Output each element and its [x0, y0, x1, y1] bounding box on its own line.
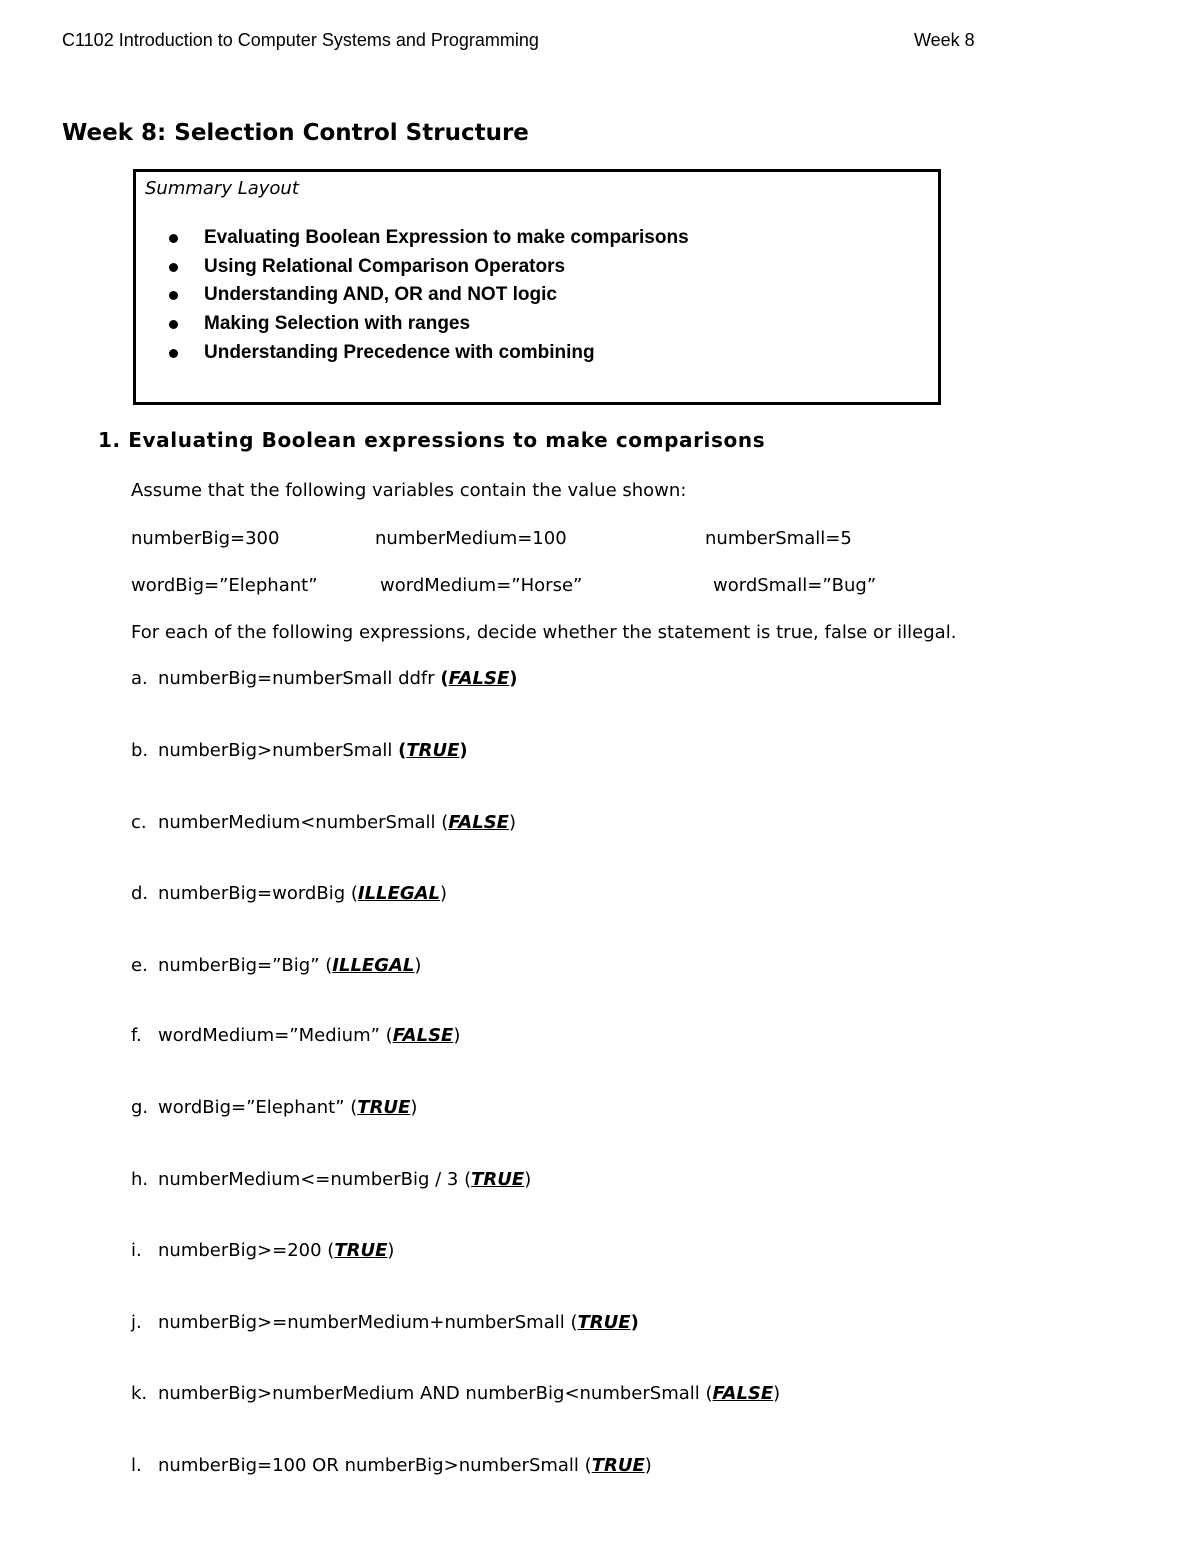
summary-item-text: Making Selection with ranges — [204, 313, 471, 335]
question-item: g. wordBig=”Elephant” (TRUE) — [131, 1097, 418, 1118]
summary-item — [136, 310, 689, 339]
instruction-text: For each of the following expressions, decide whether the statement is true, false or illegal. — [131, 622, 957, 643]
bullet-icon — [169, 234, 178, 243]
summary-item-text: Understanding AND, OR and NOT logic — [204, 284, 557, 306]
bullet-icon — [169, 263, 178, 272]
question-label: c. — [131, 812, 147, 833]
question-expression: numberBig=wordBig — [158, 883, 351, 904]
bullet-icon — [169, 291, 178, 300]
summary-item-text: Understanding Precedence with combining — [204, 341, 595, 363]
question-label: f. — [131, 1025, 142, 1046]
question-expression: numberBig>numberSmall — [158, 740, 399, 761]
question-expression: wordMedium=”Medium” — [158, 1025, 386, 1046]
var-word-small: wordSmall=”Bug” — [713, 575, 877, 596]
question-item: k. numberBig>numberMedium AND numberBig<numberSmall (FALSE) — [131, 1383, 781, 1404]
question-item: h. numberMedium<=numberBig / 3 (TRUE) — [131, 1169, 532, 1190]
answer: TRUE — [406, 740, 460, 761]
answer: TRUE — [591, 1455, 645, 1476]
question-expression: numberMedium<numberSmall — [158, 812, 442, 833]
answer: FALSE — [448, 812, 509, 833]
summary-box — [133, 169, 941, 405]
summary-item-text: Using Relational Comparison Operators — [204, 255, 566, 277]
question-expression: numberBig>=200 — [158, 1240, 328, 1261]
page-title: Week 8: Selection Control Structure — [62, 120, 529, 146]
answer: TRUE — [471, 1169, 525, 1190]
bullet-icon — [169, 320, 178, 329]
question-item: a. numberBig=numberSmall ddfr (FALSE) — [131, 668, 518, 689]
question-label: j. — [131, 1312, 142, 1333]
var-word-medium: wordMedium=”Horse” — [380, 575, 583, 596]
question-label: g. — [131, 1097, 149, 1118]
answer: TRUE — [577, 1312, 631, 1333]
question-item: b. numberBig>numberSmall (TRUE) — [131, 740, 468, 761]
header-course-title: C1102 Introduction to Computer Systems and Programming — [62, 30, 539, 50]
question-item: e. numberBig=”Big” (ILLEGAL) — [131, 955, 422, 976]
summary-item — [136, 281, 689, 310]
answer: TRUE — [357, 1097, 411, 1118]
question-expression: numberBig=”Big” — [158, 955, 326, 976]
question-expression: numberBig=numberSmall ddfr — [158, 668, 441, 689]
question-expression: numberBig>=numberMedium+numberSmall — [158, 1312, 571, 1333]
intro-text: Assume that the following variables contain the value shown: — [131, 480, 687, 501]
var-word-big: wordBig=”Elephant” — [131, 575, 318, 596]
var-number-big: numberBig=300 — [131, 528, 280, 549]
question-item: l. numberBig=100 OR numberBig>numberSmall (TRUE) — [131, 1455, 652, 1476]
answer: TRUE — [334, 1240, 388, 1261]
question-label: h. — [131, 1169, 149, 1190]
answer: ILLEGAL — [332, 955, 415, 976]
section-heading: 1. Evaluating Boolean expressions to make comparisons — [98, 428, 766, 452]
summary-heading: Summary Layout — [145, 178, 299, 199]
answer: FALSE — [448, 668, 510, 689]
question-label: l. — [131, 1455, 142, 1476]
answer: ILLEGAL — [357, 883, 440, 904]
question-label: a. — [131, 668, 148, 689]
question-item: c. numberMedium<numberSmall (FALSE) — [131, 812, 516, 833]
question-expression: wordBig=”Elephant” — [158, 1097, 351, 1118]
summary-item-text: Evaluating Boolean Expression to make comparisons — [204, 227, 689, 248]
summary-list — [136, 224, 689, 367]
question-label: i. — [131, 1240, 142, 1261]
question-label: k. — [131, 1383, 148, 1404]
summary-item — [136, 253, 689, 282]
question-item: d. numberBig=wordBig (ILLEGAL) — [131, 883, 448, 904]
var-number-small: numberSmall=5 — [705, 528, 852, 549]
question-expression: numberBig=100 OR numberBig>numberSmall — [158, 1455, 585, 1476]
answer: FALSE — [392, 1025, 454, 1046]
question-item: i. numberBig>=200 (TRUE) — [131, 1240, 395, 1261]
question-label: b. — [131, 740, 149, 761]
question-expression: numberBig>numberMedium AND numberBig<numberSmall — [158, 1383, 706, 1404]
question-label: d. — [131, 883, 149, 904]
question-item: f. wordMedium=”Medium” (FALSE) — [131, 1025, 461, 1046]
question-expression: numberMedium<=numberBig / 3 — [158, 1169, 465, 1190]
question-item: j. numberBig>=numberMedium+numberSmall (TRUE) — [131, 1312, 639, 1333]
answer: FALSE — [712, 1383, 774, 1404]
bullet-icon — [169, 349, 178, 358]
header-week: Week 8 — [914, 30, 975, 50]
summary-item — [136, 339, 689, 368]
question-label: e. — [131, 955, 148, 976]
var-number-medium: numberMedium=100 — [375, 528, 567, 549]
summary-item — [136, 224, 689, 253]
